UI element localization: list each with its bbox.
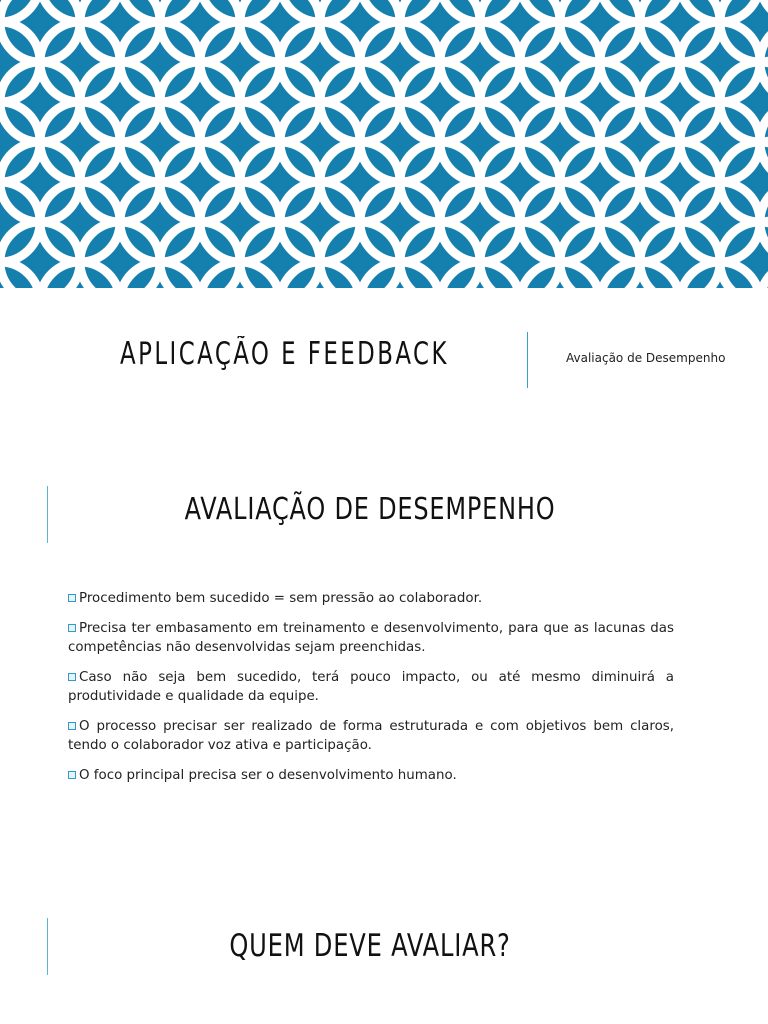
- checkbox-bullet-icon: [68, 594, 76, 602]
- slide-subtitle: Avaliação de Desempenho: [566, 351, 726, 365]
- divider-line: [527, 332, 528, 388]
- accent-line: [47, 918, 48, 975]
- list-item: [68, 766, 674, 785]
- checkbox-bullet-icon: [68, 771, 76, 779]
- bullet-list: [68, 589, 674, 796]
- bullet-text: Precisa ter embasamento em treinamento e desenvolvimento, para que as lacunas das competências não desenvolvidas sejam preenchidas.: [68, 621, 674, 655]
- list-item: [68, 668, 674, 706]
- checkbox-bullet-icon: [68, 722, 76, 730]
- slide-title: AVALIAÇÃO DE DESEMPENHO: [184, 492, 556, 527]
- slide-title: APLICAÇÃO E FEEDBACK: [120, 336, 449, 372]
- content-slide: [0, 470, 768, 890]
- decorative-pattern-banner: [0, 0, 768, 288]
- checkbox-bullet-icon: [68, 673, 76, 681]
- title-slide: [0, 0, 768, 440]
- bullet-text: Caso não seja bem sucedido, terá pouco impacto, ou até mesmo diminuirá a produtividade e qualidade da equipe.: [68, 670, 674, 704]
- bullet-text: Procedimento bem sucedido = sem pressão ao colaborador.: [79, 591, 483, 606]
- slide-title: QUEM DEVE AVALIAR?: [229, 928, 511, 964]
- next-slide: [0, 900, 768, 1024]
- list-item: [68, 589, 674, 608]
- bullet-text: O processo precisar ser realizado de forma estruturada e com objetivos bem claros, tendo o colaborador voz ativa e participação.: [68, 719, 674, 753]
- accent-line: [47, 486, 48, 543]
- checkbox-bullet-icon: [68, 624, 76, 632]
- bullet-text: O foco principal precisa ser o desenvolvimento humano.: [79, 768, 457, 783]
- list-item: [68, 717, 674, 755]
- list-item: [68, 619, 674, 657]
